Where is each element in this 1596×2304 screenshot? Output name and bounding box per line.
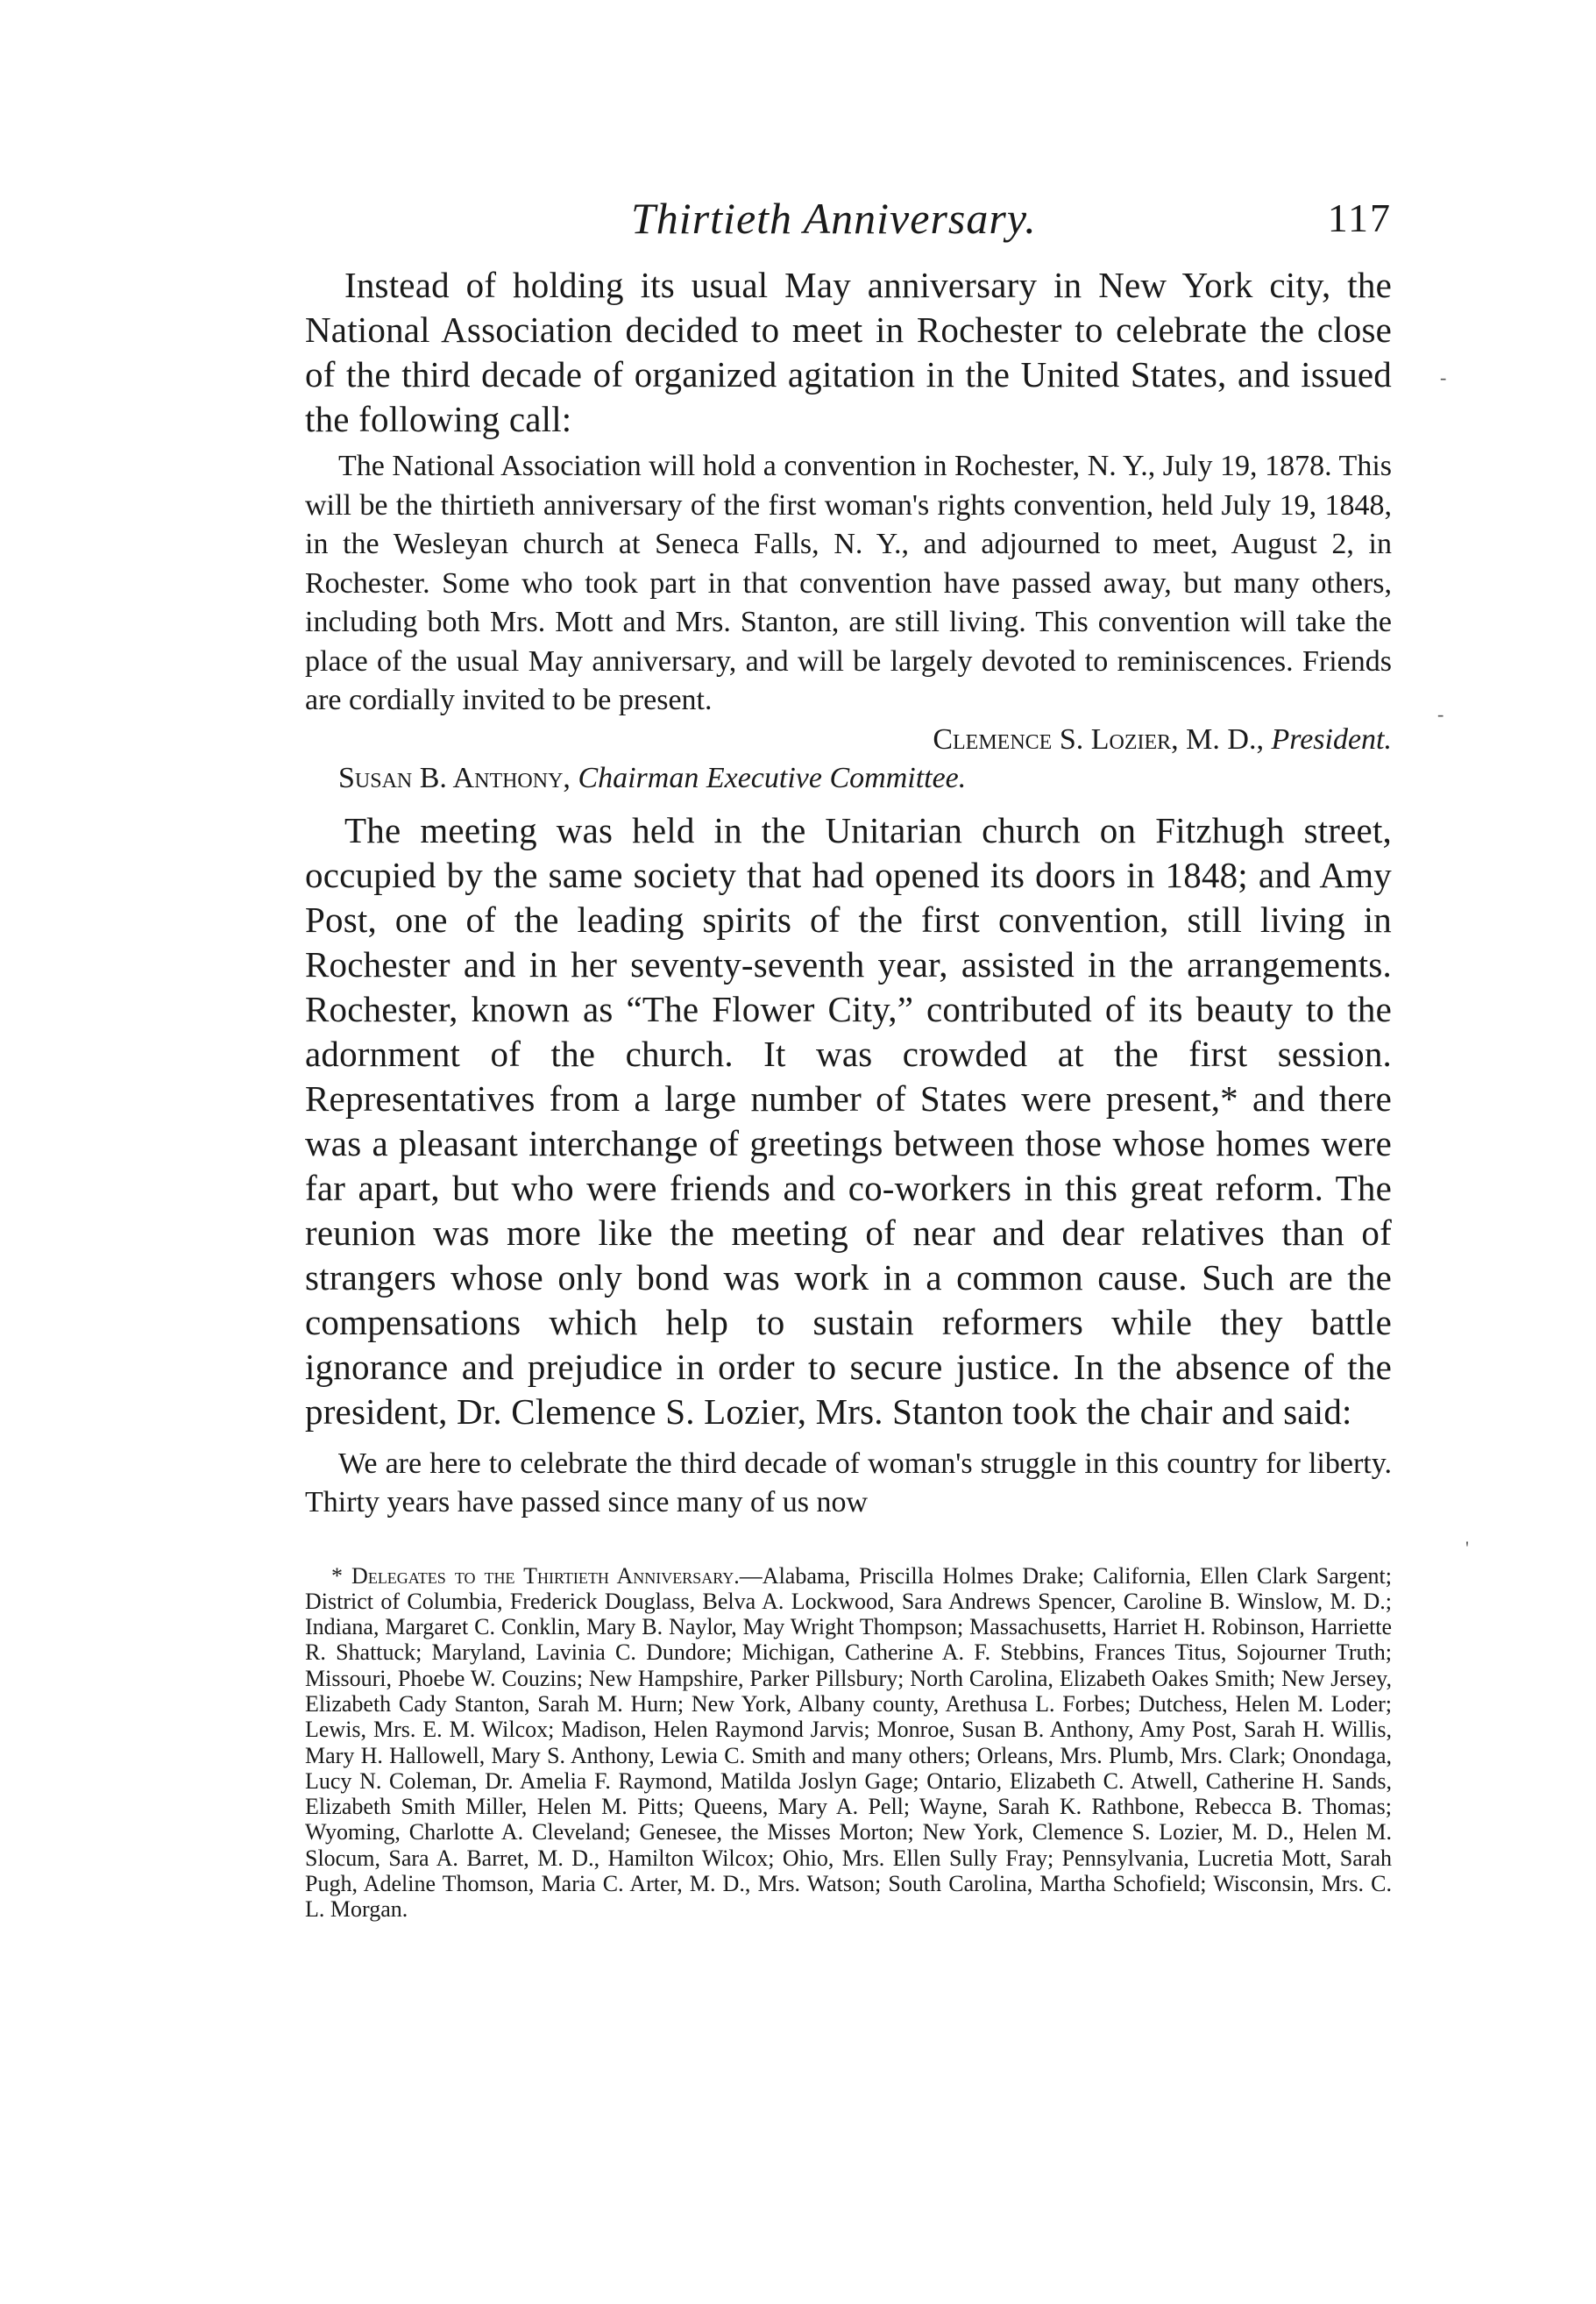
committee-signature xyxy=(305,759,1392,798)
footnote-heading: * Delegates to the Thirtieth Anniversary. xyxy=(331,1562,740,1589)
committee-chair-name: Susan B. Anthony, xyxy=(338,761,571,794)
running-title: Thirtieth Anniversary. xyxy=(631,194,1037,243)
margin-speck: - xyxy=(1440,366,1447,388)
book-page xyxy=(305,193,1392,1923)
call-text: The National Association will hold a convention in Rochester, N. Y., July 19, 1878. This will be the thirtieth anniversary of the first woman's rights convention, held July 19, 1848, in the Wesleyan church at Seneca Falls, N. Y., and adjourned to meet, August 2, in Rochester. Some who took part in that convention have passed away, but many others, including both Mrs. Mott and Mrs. Stanton, are still living. This convention will take the place of the usual May anniversary, and will be largely devoted to reminiscences. Friends are cordially invited to be present. xyxy=(305,450,1392,716)
footnote-text: —Alabama, Priscilla Holmes Drake; California, Ellen Clark Sargent; District of Columbia, Frederick Douglass, Belva A. Lockwood, Sara Andrews Spencer, Caroline B. Winslow, M. D.; Indiana, Margaret C. Conklin, Mary B. Naylor, May Wright Thompson; Massachusetts, Harriet H. Robinson, Harriette R. Shattuck; Maryland, Lavinia C. Dundore; Michigan, Catherine A. F. Stebbins, Frances Titus, Sojourner Truth; Missouri, Phoebe W. Couzins; New Hampshire, Parker Pillsbury; North Carolina, Elizabeth Oakes Smith; New Jersey, Elizabeth Cady Stanton, Sarah M. Hurn; New York, Albany county, Arethusa L. Forbes; Dutchess, Helen M. Loder; Lewis, Mrs. E. M. Wilcox; Madison, Helen Raymond Jarvis; Monroe, Susan B. Anthony, Amy Post, Sarah H. Willis, Mary H. Hallowell, Mary S. Anthony, Lewia C. Smith and many others; Orleans, Mrs. Plumb, Mrs. Clark; Onondaga, Lucy N. Coleman, Dr. Amelia F. Raymond, Matilda Joslyn Gage; Ontario, Elizabeth C. Atwell, Catherine H. Sands, Elizabeth Smith Miller, Helen M. Pitts; Queens, Mary A. Pell; Wayne, Sarah K. Rathbone, Rebecca B. Thomas; Wyoming, Charlotte A. Cleveland; Genesee, the Misses Morton; New York, Clemence S. Lozier, M. D., Helen M. Slocum, Sara A. Barret, M. D., Hamilton Wilcox; Ohio, Mrs. Ellen Sully Fray; Pennsylvania, Lucretia Mott, Sarah Pugh, Adeline Thomson, Maria C. Arter, M. D., Mrs. Watson; South Carolina, Martha Schofield; Wisconsin, Mrs. C. L. Morgan. xyxy=(305,1562,1392,1923)
speech-text: We are here to celebrate the third decade of woman's struggle in this country for liberty. Thirty years have passed since many of us now xyxy=(305,1447,1392,1518)
margin-speck: ' xyxy=(1465,1537,1469,1559)
running-head xyxy=(305,193,1392,263)
president-signature xyxy=(305,721,1392,759)
delegates-footnote xyxy=(305,1563,1392,1923)
president-name: Clemence S. Lozier, M. D., xyxy=(933,722,1264,756)
committee-chair-title: Chairman Executive Committee. xyxy=(578,761,967,794)
page-number: 117 xyxy=(1327,196,1392,240)
meeting-paragraph: The meeting was held in the Unitarian church on Fitzhugh street, occupied by the same society that had opened its doors in 1848; and Amy Post, one of the leading spirits of the first convention, still living in Rochester and in her seventy-seventh year, assisted in the arrangements. Rochester, known as “The Flower City,” contributed of its beauty to the adornment of the church. It was crowded at the first session. Representatives from a large number of States were present,* and there was a pleasant interchange of greetings between those whose homes were far apart, but who were friends and co-workers in this great reform. The reunion was more like the meeting of near and dear relatives than of strangers whose only bond was work in a common cause. Such are the compensations which help to sustain reformers while they battle ignorance and prejudice in order to secure justice. In the absence of the president, Dr. Clemence S. Lozier, Mrs. Stanton took the chair and said: xyxy=(305,809,1392,1432)
president-title: President. xyxy=(1271,722,1392,756)
intro-paragraph: Instead of holding its usual May anniversary in New York city, the National Association decided to meet in Rochester to celebrate the close of the third decade of organized agitation in the United States, and issued the following call: xyxy=(305,265,1392,439)
margin-speck: - xyxy=(1437,703,1444,725)
